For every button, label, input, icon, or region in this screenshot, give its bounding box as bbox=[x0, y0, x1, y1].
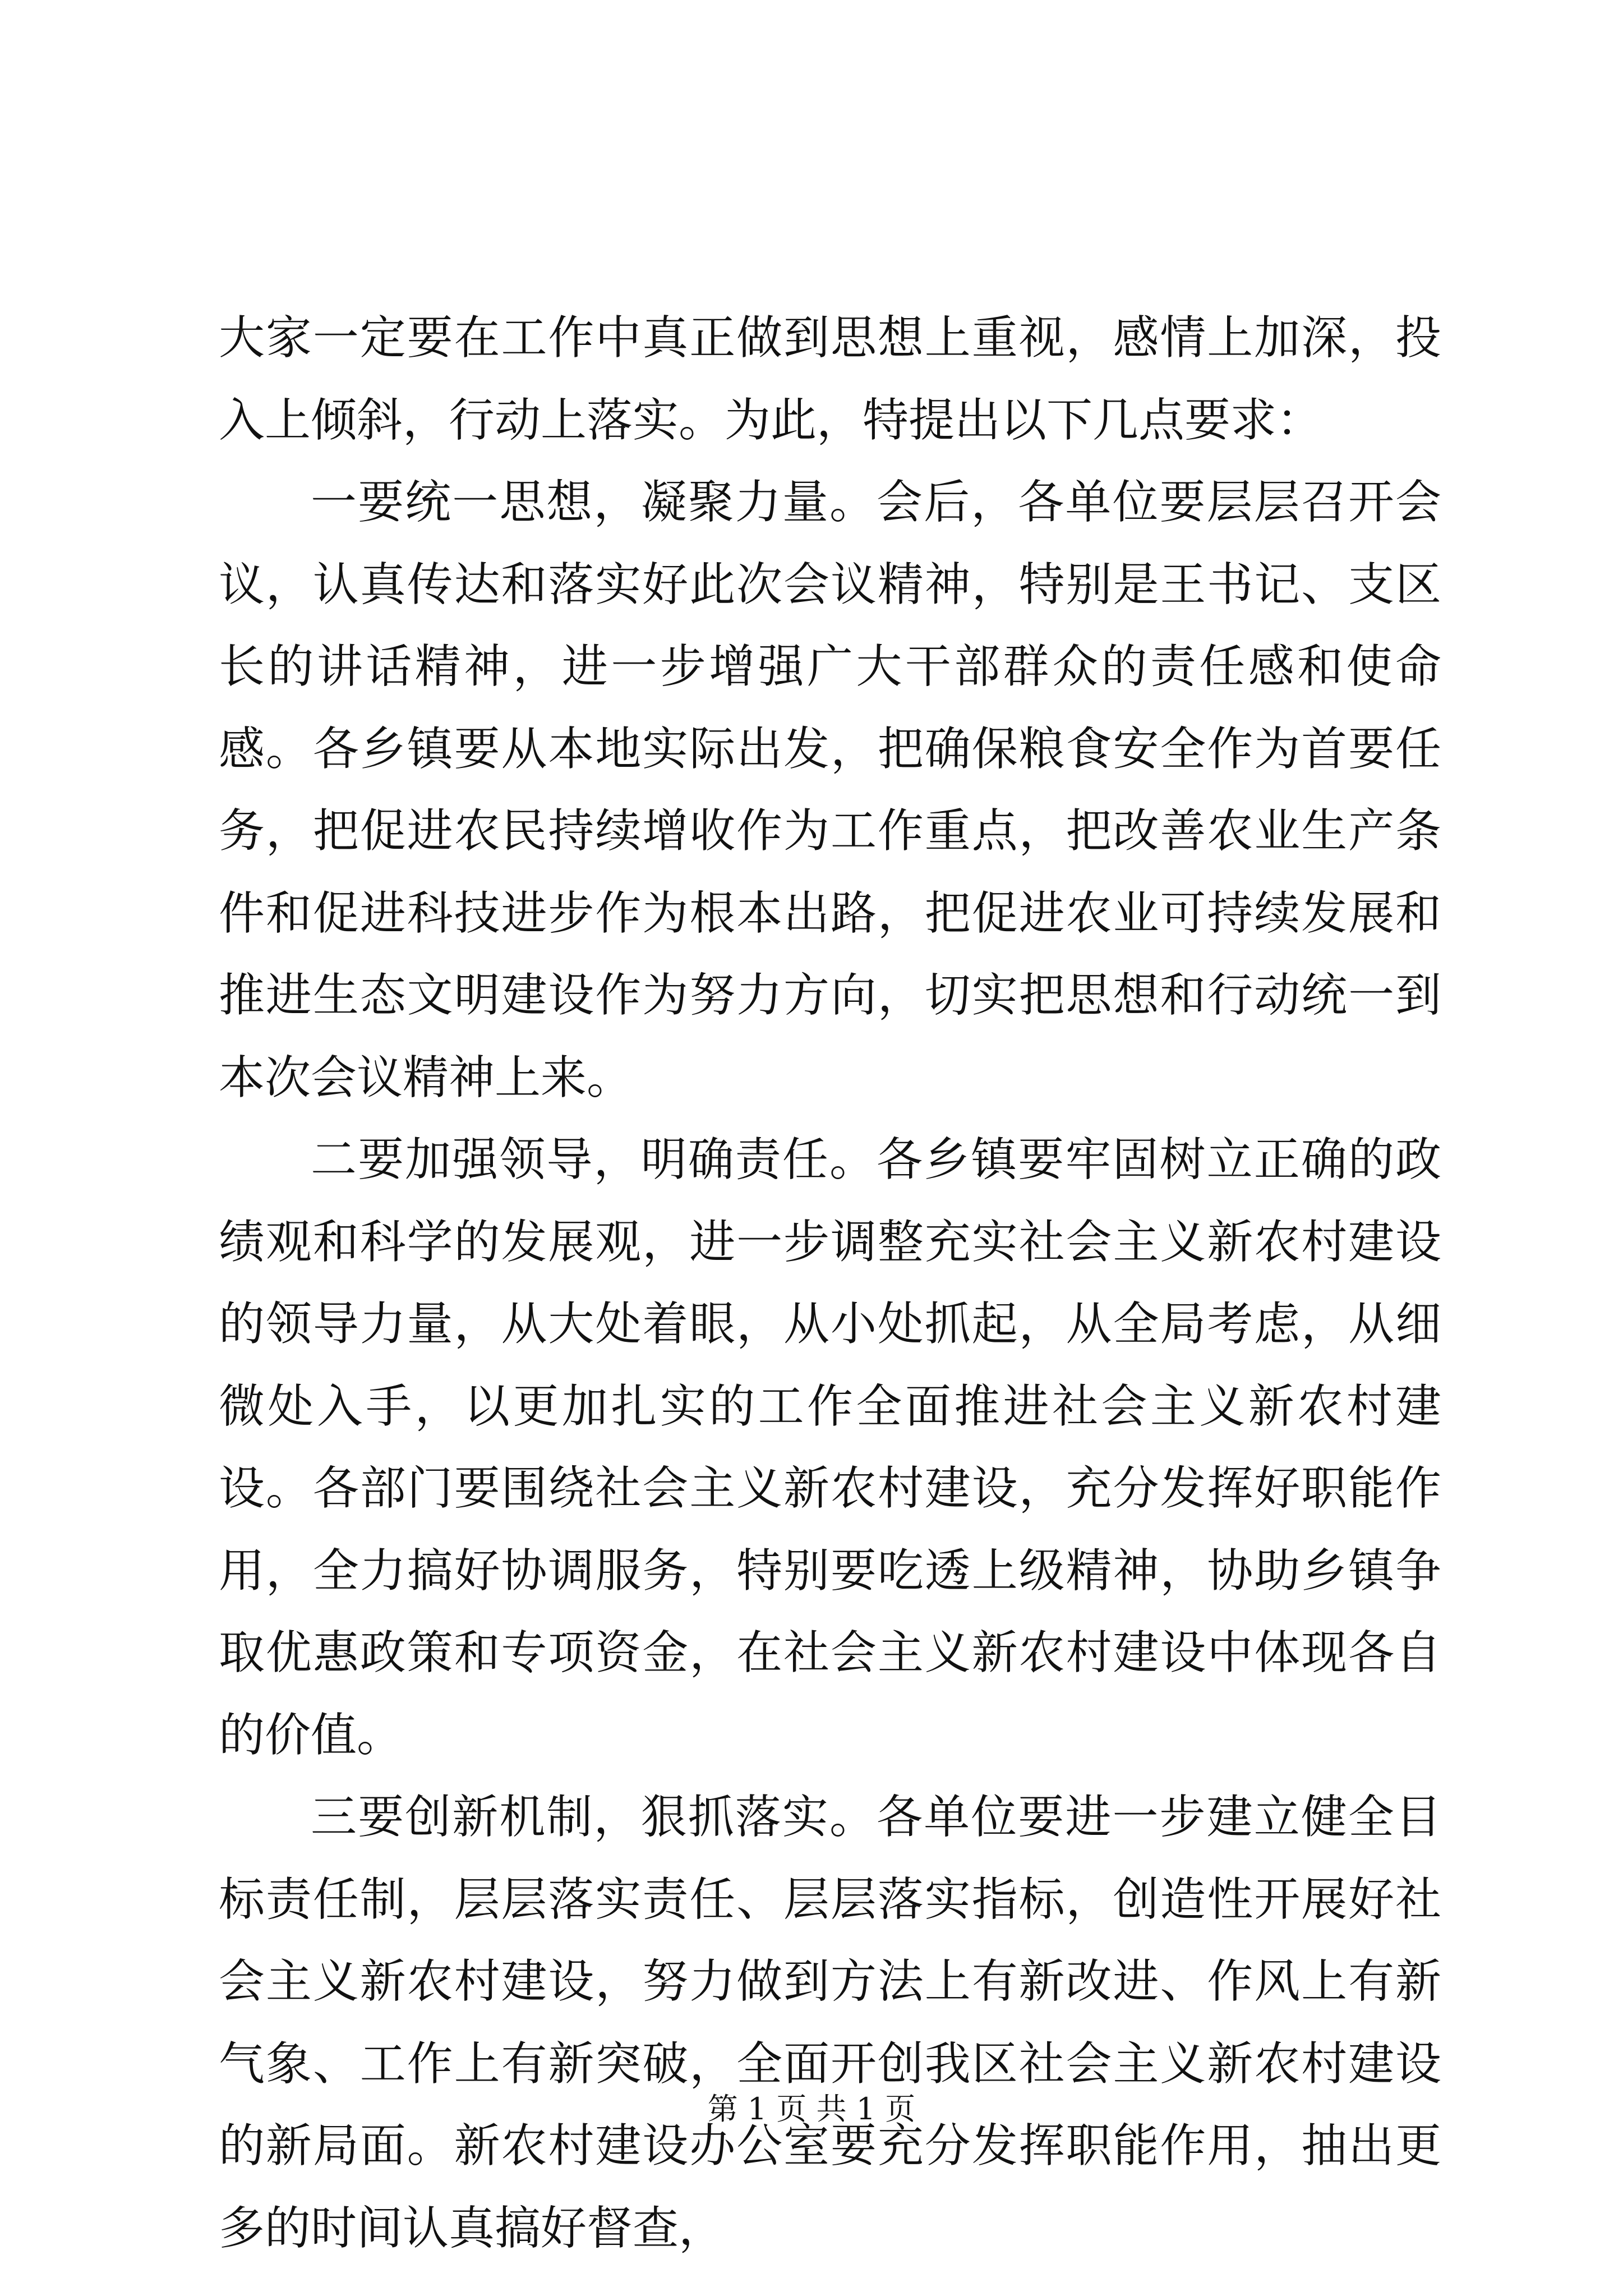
paragraph-unify-thinking: 一要统一思想，凝聚力量。会后，各单位要层层召开会议，认真传达和落实好此次会议精神，特别是王书记、支区长的讲话精神，进一步增强广大干部群众的责任感和使命感。各乡镇要从本地实际出发，把确保粮食安全作为首要任务，把促进农民持续增收作为工作重点，把改善农业生产条件和促进科技进步作为根本出路，把促进农业可持续发展和推进生态文明建设作为努力方向，切实把思想和行动统一到本次会议精神上来。 bbox=[219, 476, 1441, 1105]
paragraph-innovate-mechanism: 三要创新机制，狠抓落实。各单位要进一步建立健全目标责任制，层层落实责任、层层落实指标，创造性开展好社会主义新农村建设，努力做到方法上有新改进、作风上有新气象、工作上有新突破，全面开创我区社会主义新农村建设的新局面。新农村建设办公室要充分发挥职能作用，抽出更多的时间认真搞好督查， bbox=[219, 1791, 1441, 2255]
paragraph-strengthen-leadership: 二要加强领导，明确责任。各乡镇要牢固树立正确的政绩观和科学的发展观，进一步调整充实社会主义新农村建设的领导力量，从大处着眼，从小处抓起，从全局考虑，从细微处入手，以更加扎实的工作全面推进社会主义新农村建设。各部门要围绕社会主义新农村建设，充分发挥好职能作用，全力搞好协调服务，特别要吃透上级精神，协助乡镇争取优惠政策和专项资金，在社会主义新农村建设中体现各自的价值。 bbox=[219, 1133, 1441, 1762]
paragraph-continuation: 大家一定要在工作中真正做到思想上重视，感情上加深，投入上倾斜，行动上落实。为此，特提出以下几点要求： bbox=[219, 311, 1441, 447]
page-footer: 第 1 页 共 1 页 bbox=[707, 2091, 916, 2127]
document-body bbox=[219, 297, 1441, 2270]
